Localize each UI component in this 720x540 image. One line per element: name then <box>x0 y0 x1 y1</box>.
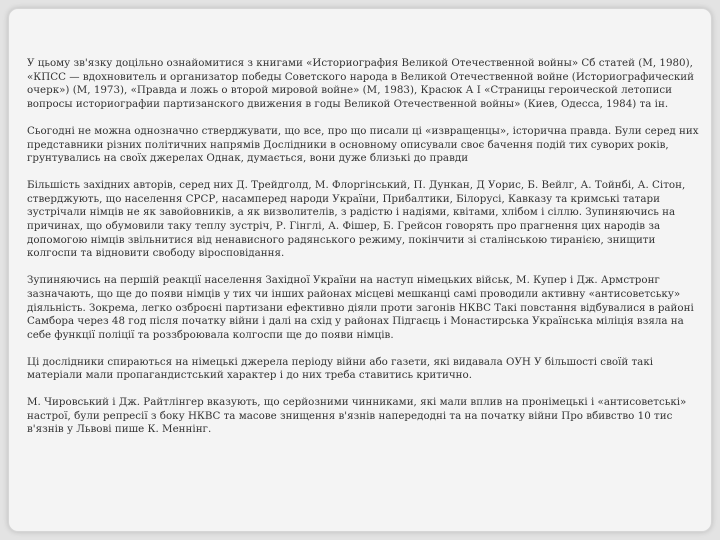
slide-panel <box>8 8 712 532</box>
paragraph-nkvd-repressions: М. Чировський і Дж. Райтлінгер вказують, що серйозними чинниками, які мали вплив на пронімецькі і «антисоветські» настрої, були репресії з боку НКВС та масове знищення в'язнів напередодні та на початку війни Про вбивство 10 тис в'язнів у Львові пише К. Меннінг. <box>27 396 687 436</box>
paragraph-western-authors: Більшість західних авторів, серед них Д. Трейдголд, М. Флоргінський, П. Дункан, Д Уорис, Б. Вейлг, А. Тойнбі, А. Сітон, стверджують, що населення СРСР, насамперед народи України, Прибалтики, Білорусі, Кавказу та кримські татари зустрічали німців не як завойовників, а як визволителів, з радістю і надіями, квітами, хлібом і сіллю. Зупиняючись на причинах, що обумовили таку теплу зустріч, Р. Гінглі, А. Фішер, Б. Грейсон говорять про прагнення цих народів за допомогою німців звільнитися від ненависного радянського режиму, покінчити зі сталінською тиранією, знищити колгоспи та відновити свободу віросповідання. <box>27 178 686 260</box>
paragraph-sources-criticism: Ці дослідники спираються на німецькі джерела періоду війни або газети, які видавала ОУН У більшості своїй такі матеріали мали пропагандистський характер і до них треба ставитись критично. <box>27 355 654 382</box>
paragraph-historiography-books: У цьому зв'язку доцільно ознайомитися з книгами «Историография Великой Отечественной войны» Сб статей (М, 1980), «КПСС — вдохновитель и организатор победы Советского народа в Великой Отечественной войне (Историографический очерк») (М, 1973), «Правда и ложь о второй мировой войне» (М, 1983), Красюк А І «Страницы героической летописи вопросы историографии партизанского движения в годы Великой Отечественной войны» (Киев, Одесса, 1984) та ін. <box>27 57 694 111</box>
text-body <box>27 57 699 450</box>
paragraph-truth-assessment: Сьогодні не можна однозначно стверджувати, що все, про що писали ці «извращенцы», історична правда. Були серед них представники різних політичних напрямів Дослідники в основному описували своє бачення подій тих суворих років, грунтувались на своїх джерелах Однак, думається, вони дуже близькі до правди <box>27 124 699 165</box>
paragraph-western-ukraine-reaction: Зупиняючись на першій реакції населення Західної України на наступ німецьких військ, М. Купер і Дж. Армстронг зазначають, що ще до появи німців у тих чи інших районах місцеві мешканці самі проводили активну «антисоветську» діяльність. Зокрема, легко озброєні партизани ефективно діяли проти загонів НКВС Такі повстання відбувалися в районі Самбора через 48 год після початку війни і далі на схід у районах Підгаєць і Монастирська Українська міліція взяла на себе функції поліції та роззброювала колгоспи ще до появи німців. <box>27 274 694 341</box>
